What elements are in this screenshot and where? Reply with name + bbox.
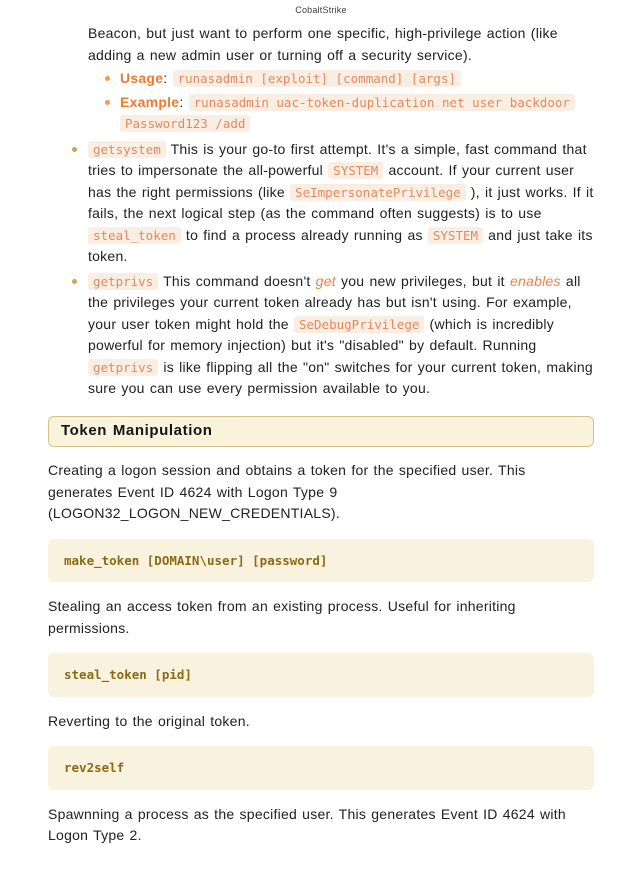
inline-code: getprivs — [88, 359, 158, 376]
codeblock-steal-token: steal_token [pid] — [48, 653, 594, 697]
list-item-example — [48, 92, 594, 135]
bullet-icon — [105, 100, 110, 105]
text-segment: you new privileges, but it — [335, 272, 510, 289]
getsystem-text — [88, 141, 594, 265]
inline-code: runasadmin [exploit] [command] [args] — [173, 70, 461, 87]
list-item-getsystem — [48, 139, 594, 268]
section-heading-token-manipulation: Token Manipulation — [48, 416, 594, 448]
bullet-icon — [105, 76, 110, 81]
text-segment: account. If your current user has the right permissions (like — [88, 162, 575, 200]
document-body — [48, 23, 594, 847]
text-segment: This is your go-to first attempt. It's a simple, fast command that tries to impersonate the all-powerful — [88, 140, 587, 178]
paragraph-steal-token-desc: Stealing an access token from an existing process. Useful for inheriting permissions. — [48, 598, 516, 636]
usage-text — [120, 70, 461, 86]
text-segment: and just take its token. — [88, 226, 593, 264]
text-segment: Usage — [120, 70, 164, 86]
text-segment: This command doesn't — [158, 272, 316, 289]
usage-example-list — [48, 68, 594, 135]
text-segment: Example — [120, 93, 180, 110]
text-segment: ), it just works. If it fails, the next logical step (as the command often suggests) is to use — [88, 183, 594, 221]
inline-code: SYSTEM — [328, 162, 383, 179]
command-list — [48, 139, 594, 400]
paragraph-rev2self-desc: Reverting to the original token. — [48, 712, 250, 729]
text-segment: enables — [509, 272, 561, 289]
text-segment: (which is incredibly powerful for memory injection) but it's "disabled" by default. Running — [88, 315, 555, 353]
list-item-getprivs — [48, 271, 594, 400]
inline-code: steal_token — [88, 227, 181, 244]
text-segment: : — [179, 93, 189, 110]
list-item-usage — [48, 68, 594, 90]
example-text — [120, 94, 575, 132]
text-segment: all the privileges your current token already has but isn't using. For example, your user token might hold the — [88, 272, 581, 332]
inline-code: runasadmin uac-token-duplication net user backdoor Password123 /add — [120, 94, 575, 133]
text-segment: Beacon, but just want to perform one specific, high-privilege action (like adding a new admin user or turning off a security service). — [88, 25, 558, 63]
text-segment: is like flipping all the "on" switches for your current token, making sure you can use every permission available to you. — [88, 358, 593, 396]
paragraph-make-token-desc: Creating a logon session and obtains a token for the specified user. This generates Event ID 4624 with Logon Type 9 (LOGON32_LOGON_NEW_CREDENTIALS). — [48, 462, 526, 521]
text-segment: : — [163, 70, 173, 86]
codeblock-rev2self: rev2self — [48, 746, 594, 790]
codeblock-make-token: make_token [DOMAIN\user] [password] — [48, 539, 594, 583]
getprivs-text — [88, 273, 593, 397]
paragraph-spawn-desc: Spawnning a process as the specified user. This generates Event ID 4624 with Logon Type 2. — [48, 805, 566, 843]
inline-code: SeDebugPrivilege — [294, 316, 424, 333]
text-segment: get — [315, 272, 336, 289]
inline-code: SYSTEM — [428, 227, 483, 244]
text-segment: to find a process already running as — [180, 226, 428, 243]
page-title: CobaltStrike — [295, 5, 347, 15]
inline-code: getprivs — [88, 273, 158, 290]
bullet-icon — [72, 279, 77, 284]
inline-code: getsystem — [88, 141, 166, 158]
intro-paragraph — [88, 23, 594, 66]
inline-code: SeImpersonatePrivilege — [290, 184, 466, 201]
bullet-icon — [72, 147, 77, 152]
